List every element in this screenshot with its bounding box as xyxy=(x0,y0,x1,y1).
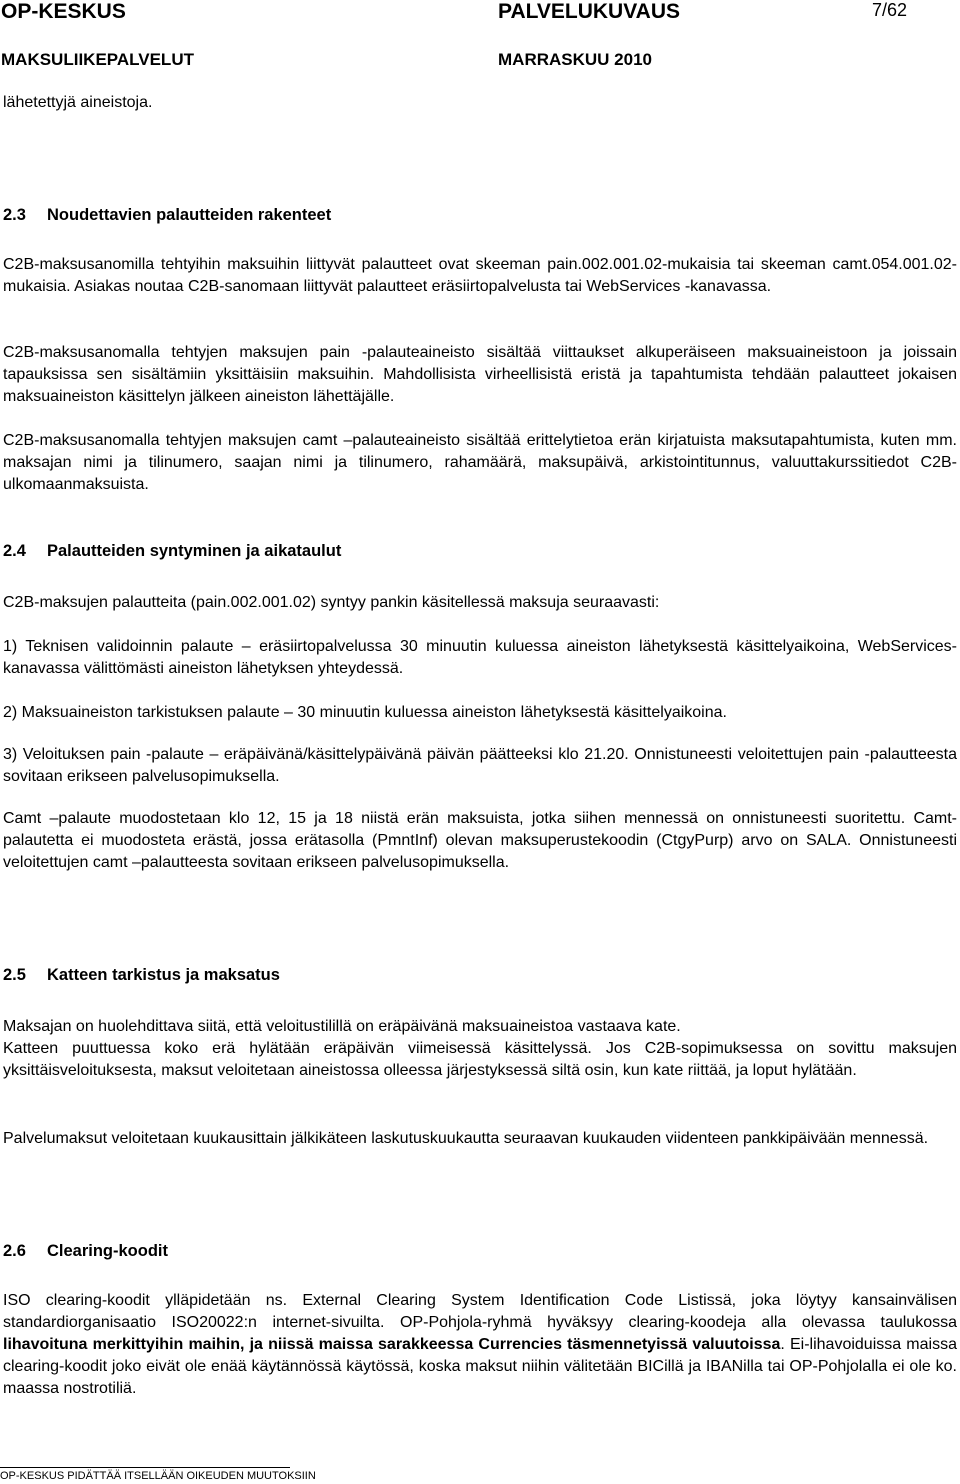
text-run: . Ei-lihavoiduissa maissa clearing-koodit joko eivät ole enää käytännössä käytössä, koska maksut niihin välitetään BICillä ja IBANilla tai OP-Pohjolalla ei ole ko. maassa nostrotiliä. xyxy=(3,1336,957,1397)
section-2-3-p3 xyxy=(3,430,957,496)
paragraph: Maksajan on huolehdittava siitä, että veloitustilillä on eräpäivänä maksuaineistoa vastaava kate. xyxy=(3,1018,681,1035)
paragraph: 1) Teknisen validoinnin palaute – eräsiirtopalvelussa 30 minuutin kuluessa aineiston lähetyksestä käsittelyaikoina, WebServices-kanavassa välittömästi aineiston lähetyksen yhteydessä. xyxy=(3,638,957,677)
paragraph: 2) Maksuaineiston tarkistuksen palaute – 30 minuutin kuluessa aineiston lähetyksestä käsittelyaikoina. xyxy=(3,704,727,721)
section-title: Noudettavien palautteiden rakenteet xyxy=(47,206,332,224)
footer-divider xyxy=(0,1467,290,1468)
section-2-5-p1 xyxy=(3,1016,957,1082)
paragraph: Katteen puuttuessa koko erä hylätään eräpäivän viimeisessä käsittelyssä. Jos C2B-sopimuksessa on sovittu maksujen yksittäisveloituksesta, maksut veloitetaan aineistossa olleessa järjestyksessä siltä osin, kun kate riittää, ja loput hylätään. xyxy=(3,1040,957,1079)
section-2-6-p1 xyxy=(3,1290,957,1400)
header-date: MARRASKUU 2010 xyxy=(498,50,652,69)
section-2-4-p1 xyxy=(3,592,957,614)
section-2-4-p5 xyxy=(3,808,957,874)
section-2-6-heading xyxy=(3,1240,957,1262)
section-title: Palautteiden syntyminen ja aikataulut xyxy=(47,542,342,560)
paragraph xyxy=(3,1290,957,1400)
section-2-3-p2 xyxy=(3,342,957,408)
paragraph: Camt –palaute muodostetaan klo 12, 15 ja 18 niistä erän maksuista, jotka siihen mennessä on onnistuneesti suoritettu. Camt-palautetta ei muodosteta erästä, jossa erätasolla (PmntInf) olevan maksuperustekoodin (CtgyPurp) arvo on SALA. Onnistuneesti veloitettujen camt –palautteesta sovitaan erikseen palvelusopimuksella. xyxy=(3,810,957,871)
section-2-4-p2 xyxy=(3,636,957,680)
section-2-3-heading xyxy=(3,204,957,226)
header-title: PALVELUKUVAUS xyxy=(498,0,681,23)
section-number: 2.6 xyxy=(3,1242,26,1260)
section-title: Clearing-koodit xyxy=(47,1242,169,1260)
section-number: 2.5 xyxy=(3,966,26,984)
footer-text: OP-KESKUS PIDÄTTÄÄ ITSELLÄÄN OIKEUDEN MUUTOKSIIN xyxy=(0,1470,316,1482)
text-run: ISO clearing-koodit ylläpidetään ns. External Clearing System Identification Code Listissä, joka löytyy kansainvälisen standardiorganisaatio ISO20022:n internet-sivuilta. OP-Pohjola-ryhmä hyväksyy clearing-koodeja alla olevassa taulukossa xyxy=(3,1292,957,1331)
paragraph: C2B-maksusanomilla tehtyihin maksuihin liittyvät palautteet ovat skeeman pain.002.001.02-mukaisia tai skeeman camt.054.001.02-mukaisia. Asiakas noutaa C2B-sanomaan liittyvät palautteet eräsiirtopalvelusta tai WebServices -kanavassa. xyxy=(3,256,957,295)
header-org: OP-KESKUS xyxy=(1,0,126,23)
section-2-4-heading xyxy=(3,540,957,562)
paragraph: C2B-maksusanomalla tehtyjen maksujen pain -palauteaineisto sisältää viittaukset alkuperäiseen maksuaineistoon ja joissain tapauksissa sen sisältämiin yksittäisiin maksuihin. Mahdollisista virheellisistä eristä ja tapahtumista tehdään palautteet jokaisen maksuaineiston käsittelyn jälkeen aineiston lähettäjälle. xyxy=(3,344,957,405)
section-number: 2.4 xyxy=(3,542,26,560)
page-number: 7/62 xyxy=(872,0,908,20)
bold-text-run: lihavoituna merkittyihin maihin, ja niissä maissa sarakkeessa Currencies täsmennetyissä valuutoissa xyxy=(3,1336,781,1353)
section-2-3-p1 xyxy=(3,254,957,298)
header-department: MAKSULIIKEPALVELUT xyxy=(1,50,194,69)
paragraph: 3) Veloituksen pain -palaute – eräpäivänä/käsittelypäivänä päivän päätteeksi klo 21.20. Onnistuneesti veloitettujen pain -palautteesta sovitaan erikseen palvelusopimuksella. xyxy=(3,746,957,785)
intro-paragraph: lähetettyjä aineistoja. xyxy=(3,94,153,111)
paragraph: C2B-maksusanomalla tehtyjen maksujen camt –palauteaineisto sisältää erittelytietoa erän kirjatuista maksutapahtumista, kuten mm. maksajan nimi ja tilinumero, saajan nimi ja tilinumero, rahamäärä, maksupäivä, arkistointitunnus, valuuttakurssitiedot C2B-ulkomaanmaksuista. xyxy=(3,432,957,493)
intro-text xyxy=(3,92,957,114)
section-title: Katteen tarkistus ja maksatus xyxy=(47,966,280,984)
section-number: 2.3 xyxy=(3,206,26,224)
paragraph: Palvelumaksut veloitetaan kuukausittain jälkikäteen laskutuskuukautta seuraavan kuukauden viidenteen pankkipäivään mennessä. xyxy=(3,1130,929,1147)
section-2-5-p2 xyxy=(3,1128,957,1150)
section-2-4-p3 xyxy=(3,702,957,724)
section-2-5-heading xyxy=(3,964,957,986)
paragraph: C2B-maksujen palautteita (pain.002.001.02) syntyy pankin käsitellessä maksuja seuraavasti: xyxy=(3,594,660,611)
section-2-4-p4 xyxy=(3,744,957,788)
